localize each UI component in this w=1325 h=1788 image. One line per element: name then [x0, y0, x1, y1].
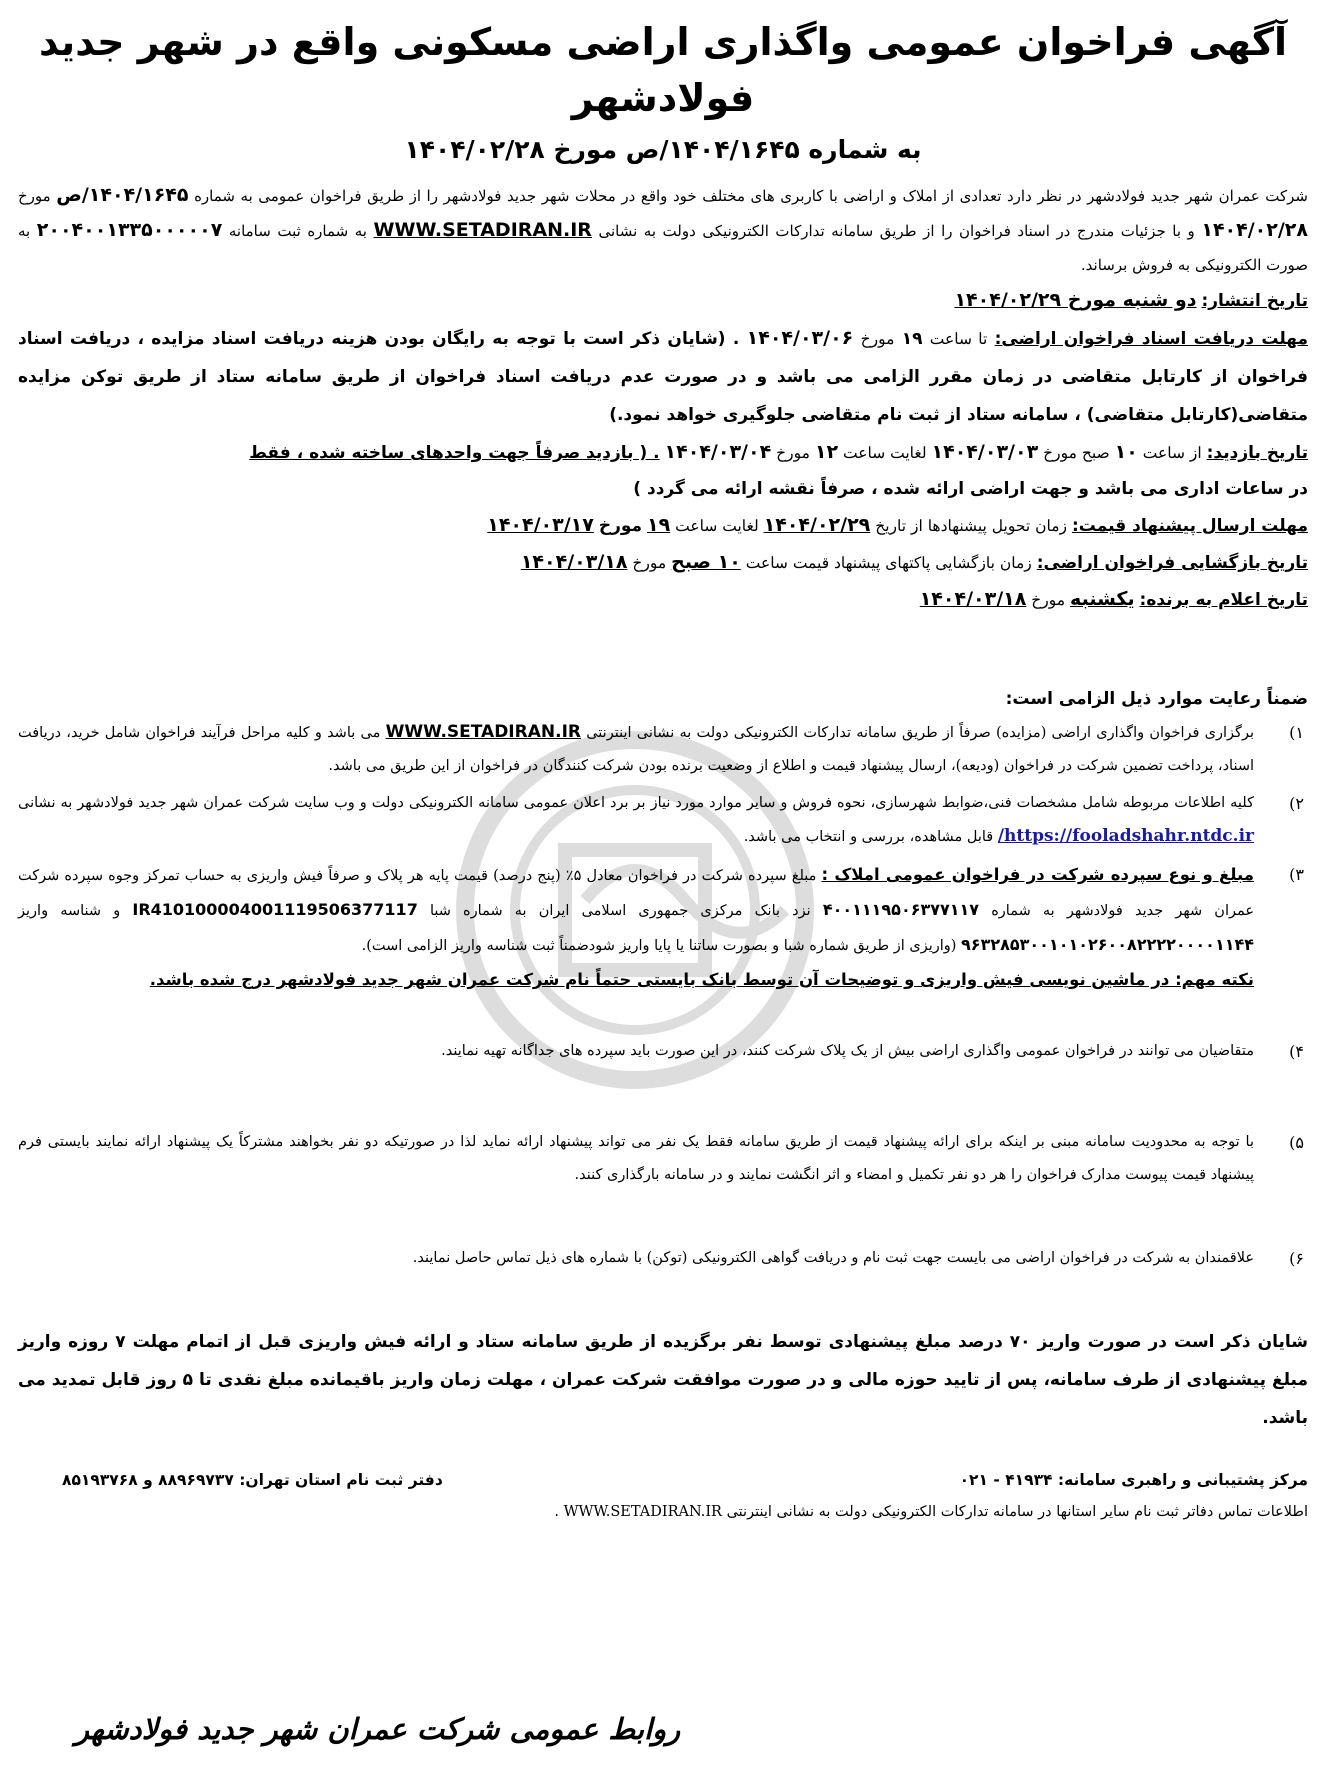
requirement-item-2	[18, 787, 1308, 854]
signature: روابط عمومی شرکت عمران شهر جدید فولادشهر	[75, 1712, 681, 1746]
visit-row	[18, 434, 1308, 471]
winner-date: ۱۴۰۴/۰۳/۱۸	[919, 588, 1027, 610]
intro-text: مورخ	[18, 187, 51, 205]
item-number: ۱)	[1289, 723, 1304, 742]
docs-deadline-block	[18, 319, 1308, 434]
item-number: ۶)	[1289, 1249, 1304, 1268]
important-note: نکته مهم: در ماشین نویسی فیش واریزی و توضیحات آن توسط بانک بایستی حتماً نام شرکت عمران شهر جدید فولادشهر درج شده باشد.	[149, 970, 1254, 989]
docs-deadline-text: مورخ	[860, 330, 895, 348]
requirements-heading: ضمناً رعایت موارد ذیل الزامی است:	[1005, 689, 1308, 709]
item-text: نزد بانک مرکزی جمهوری اسلامی ایران به شماره شبا	[429, 903, 811, 919]
visit-text: صبح مورخ	[1043, 444, 1110, 462]
requirement-item-4	[18, 1035, 1308, 1068]
winner-text: مورخ	[1031, 591, 1066, 609]
visit-text: مورخ	[776, 444, 810, 462]
tehran-office: دفتر ثبت نام استان تهران: ۸۸۹۶۹۷۳۷ و ۸۵۱۹۳۷۶۸	[62, 1471, 443, 1489]
footer-text: اطلاعات تماس دفاتر ثبت نام سایر استانها در سامانه تدارکات الکترونیکی دولت به نشانی اینترنتی	[726, 1504, 1308, 1520]
announcement-number: به شماره ۱۴۰۴/۱۶۴۵/ص مورخ ۱۴۰۴/۰۲/۲۸	[404, 135, 922, 164]
winner-row	[18, 581, 1308, 618]
support-contacts	[18, 1463, 1308, 1497]
item-text: (واریزی از طریق شماره شبا و بصورت ساتنا یا پایا واریز شودضمناً ثبت شناسه واریز الزامی است).	[361, 938, 957, 954]
item-text: قابل مشاهده، بررسی و انتخاب می باشد.	[743, 829, 994, 845]
requirement-item-6	[18, 1242, 1308, 1275]
setadiran-link[interactable]: WWW.SETADIRAN.IR	[385, 722, 581, 742]
reference-date: ۱۴۰۴/۰۲/۲۸	[1201, 219, 1308, 241]
intro-text: به شماره ثبت سامانه	[228, 222, 367, 240]
visit-note: در ساعات اداری می باشد و جهت اراضی ارائه شده ، صرفاً نقشه ارائه می گردد )	[633, 479, 1308, 499]
reference-number: ۱۴۰۴/۱۶۴۵/ص	[56, 184, 189, 206]
visit-from-hour: ۱۰	[1114, 441, 1138, 463]
item-number: ۲)	[1289, 794, 1304, 813]
item-number: ۵)	[1289, 1133, 1304, 1152]
visit-to-date: ۱۴۰۴/۰۳/۰۴	[664, 441, 772, 463]
fooladshahr-website-link[interactable]: /https://fooladshahr.ntdc.ir	[997, 826, 1254, 846]
intro-text: به صورت الکترونیکی به فروش برساند.	[18, 222, 1308, 274]
offer-label: مهلت ارسال پیشنهاد قیمت:	[1071, 516, 1308, 536]
winner-day: یکشنبه	[1070, 588, 1135, 610]
page-title: آگهی فراخوان عمومی واگذاری اراضی مسکونی واقع در شهر جدید فولادشهر	[38, 20, 1288, 120]
docs-deadline-note: . (شایان ذکر است با توجه به رایگان بودن هزینه دریافت اسناد مزایده ، دریافت اسناد فراخوان از کارتابل متقاضی در زمان مقرر الزامی می باشد و در صورت عدم دریافت اسناد فراخوان از طریق سامانه ستاد از طریق توکن مزایده متقاضی(کارتابل متقاضی) ، سامانه ستاد از ثبت نام متقاضی جلوگیری خواهد نمود.)	[18, 329, 1308, 425]
account-number: ۴۰۰۱۱۱۹۵۰۶۳۷۷۱۱۷	[822, 900, 980, 919]
docs-deadline-date: ۱۴۰۴/۰۳/۰۶	[746, 327, 854, 349]
system-registration-number: ۲۰۰۴۰۰۱۳۳۵۰۰۰۰۰۷	[36, 219, 223, 241]
opening-text: مورخ	[632, 554, 667, 572]
docs-deadline-text: تا ساعت	[929, 330, 988, 348]
deposit-heading: مبلغ و نوع سپرده شرکت در فراخوان عمومی املاک :	[821, 865, 1254, 884]
visit-label: تاریخ بازدید:	[1206, 443, 1308, 463]
setadiran-link[interactable]: WWW.SETADIRAN.IR	[373, 219, 592, 241]
opening-date: ۱۴۰۴/۰۳/۱۸	[520, 551, 628, 573]
offer-text: زمان تحویل پیشنهادها از تاریخ	[875, 517, 1067, 535]
setadiran-link[interactable]: WWW.SETADIRAN.IR	[563, 1504, 722, 1520]
item-text: و شناسه واریز	[18, 903, 121, 919]
payment-note: شایان ذکر است در صورت واریز ۷۰ درصد مبلغ پیشنهادی توسط نفر برگزیده از طریق سامانه ستاد و ارائه فیش واریزی قبل از اتمام مهلت ۷ روزه واریز مبلغ پیشنهادی از طرف سامانه، پس از تایید حوزه مالی و در صورت موافقت شرکت عمران ، مهلت زمان واریز باقیمانده مبلغ نقدی تا ۵ روز قابل تمدید می باشد.	[18, 1332, 1308, 1428]
intro-text: و با جزئیات مندرج در اسناد فراخوان را از طریق سامانه تدارکات الکترونیکی دولت به نشانی	[598, 222, 1195, 240]
visit-to-hour: ۱۲	[814, 441, 839, 463]
offer-text: لغایت ساعت	[675, 517, 759, 535]
item-number: ۳)	[1289, 865, 1304, 884]
footer-info	[18, 1497, 1308, 1527]
opening-label: تاریخ بازگشایی فراخوان اراضی:	[1036, 553, 1308, 573]
docs-deadline-label: مهلت دریافت اسناد فراخوان اراضی:	[994, 329, 1309, 349]
offer-text: مورخ	[598, 516, 643, 536]
opening-text: زمان بازگشایی پاکتهای پیشنهاد قیمت ساعت	[745, 554, 1032, 572]
offer-hour: ۱۹	[646, 514, 671, 536]
item-text: می باشد و کلیه مراحل فرآیند فراخوان شامل خرید، دریافت اسناد، پرداخت تضمین شرکت در فراخوان (ودیعه)، ارسال پیشنهاد قیمت و اطلاع از وضعیت برنده بودن شرکت کنندگان در فراخوان از این طریق می باشد.	[18, 725, 1254, 774]
support-center: مرکز پشتیبانی و راهبری سامانه: ۴۱۹۳۴ - ۰۲۱	[959, 1471, 1308, 1489]
item-number: ۴)	[1289, 1042, 1304, 1061]
publish-date-label: تاریخ انتشار:	[1201, 291, 1308, 311]
item-text: متقاضیان می توانند در فراخوان عمومی واگذاری اراضی بیش از یک پلاک شرکت کنند، در این صورت باید سپرده های جداگانه تهیه نمایند.	[441, 1043, 1254, 1059]
visit-text: از ساعت	[1142, 444, 1202, 462]
item-text: با توجه به محدودیت سامانه مبنی بر اینکه برای ارائه پیشنهاد قیمت از طریق سامانه فقط یک نفر می تواند پیشنهاد ارائه نماید لذا در صورتیکه دو نفر بخواهند مشترکاً یک پیشنهاد ارائه نمایند بایستی فرم پیشنهاد قیمت پیوست مدارک فراخوان را هر دو نفر تکمیل و امضاء و اثر انگشت نمایند و در سامانه بارگذاری کنند.	[18, 1134, 1255, 1183]
footer-end: .	[554, 1504, 559, 1520]
offer-from-date: ۱۴۰۴/۰۲/۲۹	[763, 514, 871, 536]
item-text: مبلغ سپرده شرکت در فراخوان معادل ۵٪ (پنج درصد) قیمت پایه هر پلاک و صرفاً فیش واریزی به حساب تمرکز وجوه سپرده شرکت عمران شهر جدید فولادشهر به شماره	[18, 868, 1255, 919]
requirement-item-5	[18, 1126, 1308, 1192]
offer-row	[18, 507, 1308, 544]
item-text: علاقمندان به شرکت در فراخوان اراضی می بایست جهت ثبت نام و دریافت گواهی الکترونیکی (توکن) با شماره های ذیل تماس حاصل نمایند.	[412, 1250, 1254, 1266]
announcement-page	[18, 14, 1308, 1527]
docs-deadline-hour: ۱۹	[901, 329, 923, 349]
visit-note: . ( بازدید صرفاً جهت واحدهای ساخته شده ، فقط	[249, 443, 660, 463]
intro-paragraph	[18, 178, 1308, 282]
intro-text: شرکت عمران شهر جدید فولادشهر در نظر دارد تعدادی از املاک و اراضی با کاربری های مختلف خود واقع در محلات شهر جدید فولادشهر را از طریق فراخوان عمومی به شماره	[194, 187, 1308, 205]
visit-row-2	[18, 471, 1308, 507]
offer-to-date: ۱۴۰۴/۰۳/۱۷	[487, 514, 594, 536]
publish-date-row	[18, 282, 1308, 319]
requirement-item-3	[18, 858, 1308, 963]
opening-row	[18, 544, 1308, 581]
publish-date-value: دو شنبه مورخ ۱۴۰۴/۰۲/۲۹	[954, 289, 1197, 311]
visit-from-date: ۱۴۰۴/۰۳/۰۳	[931, 441, 1039, 463]
deposit-id: ۹۶۳۲۸۵۳۰۰۱۰۱۰۲۶۰۰۸۲۲۲۲۰۰۰۰۱۱۴۴	[961, 935, 1254, 954]
item-text: برگزاری فراخوان واگذاری اراضی (مزایده) صرفاً از طریق سامانه تدارکات الکترونیکی دولت به نشانی اینترنتی	[586, 725, 1254, 741]
winner-label: تاریخ اعلام به برنده:	[1139, 590, 1308, 610]
item-text: کلیه اطلاعات مربوطه شامل مشخصات فنی،ضوابط شهرسازی، نحوه فروش و سایر موارد مورد نیاز بر برد اعلان عمومی سامانه الکترونیکی دولت و وب سایت شرکت عمران شهر جدید فولادشهر به نشانی	[18, 795, 1254, 811]
opening-hour: ۱۰ صبح	[671, 551, 741, 573]
requirement-item-1	[18, 716, 1308, 783]
sheba-number: IR410100004001119506377117	[132, 900, 418, 919]
visit-text: لغایت ساعت	[843, 444, 927, 462]
